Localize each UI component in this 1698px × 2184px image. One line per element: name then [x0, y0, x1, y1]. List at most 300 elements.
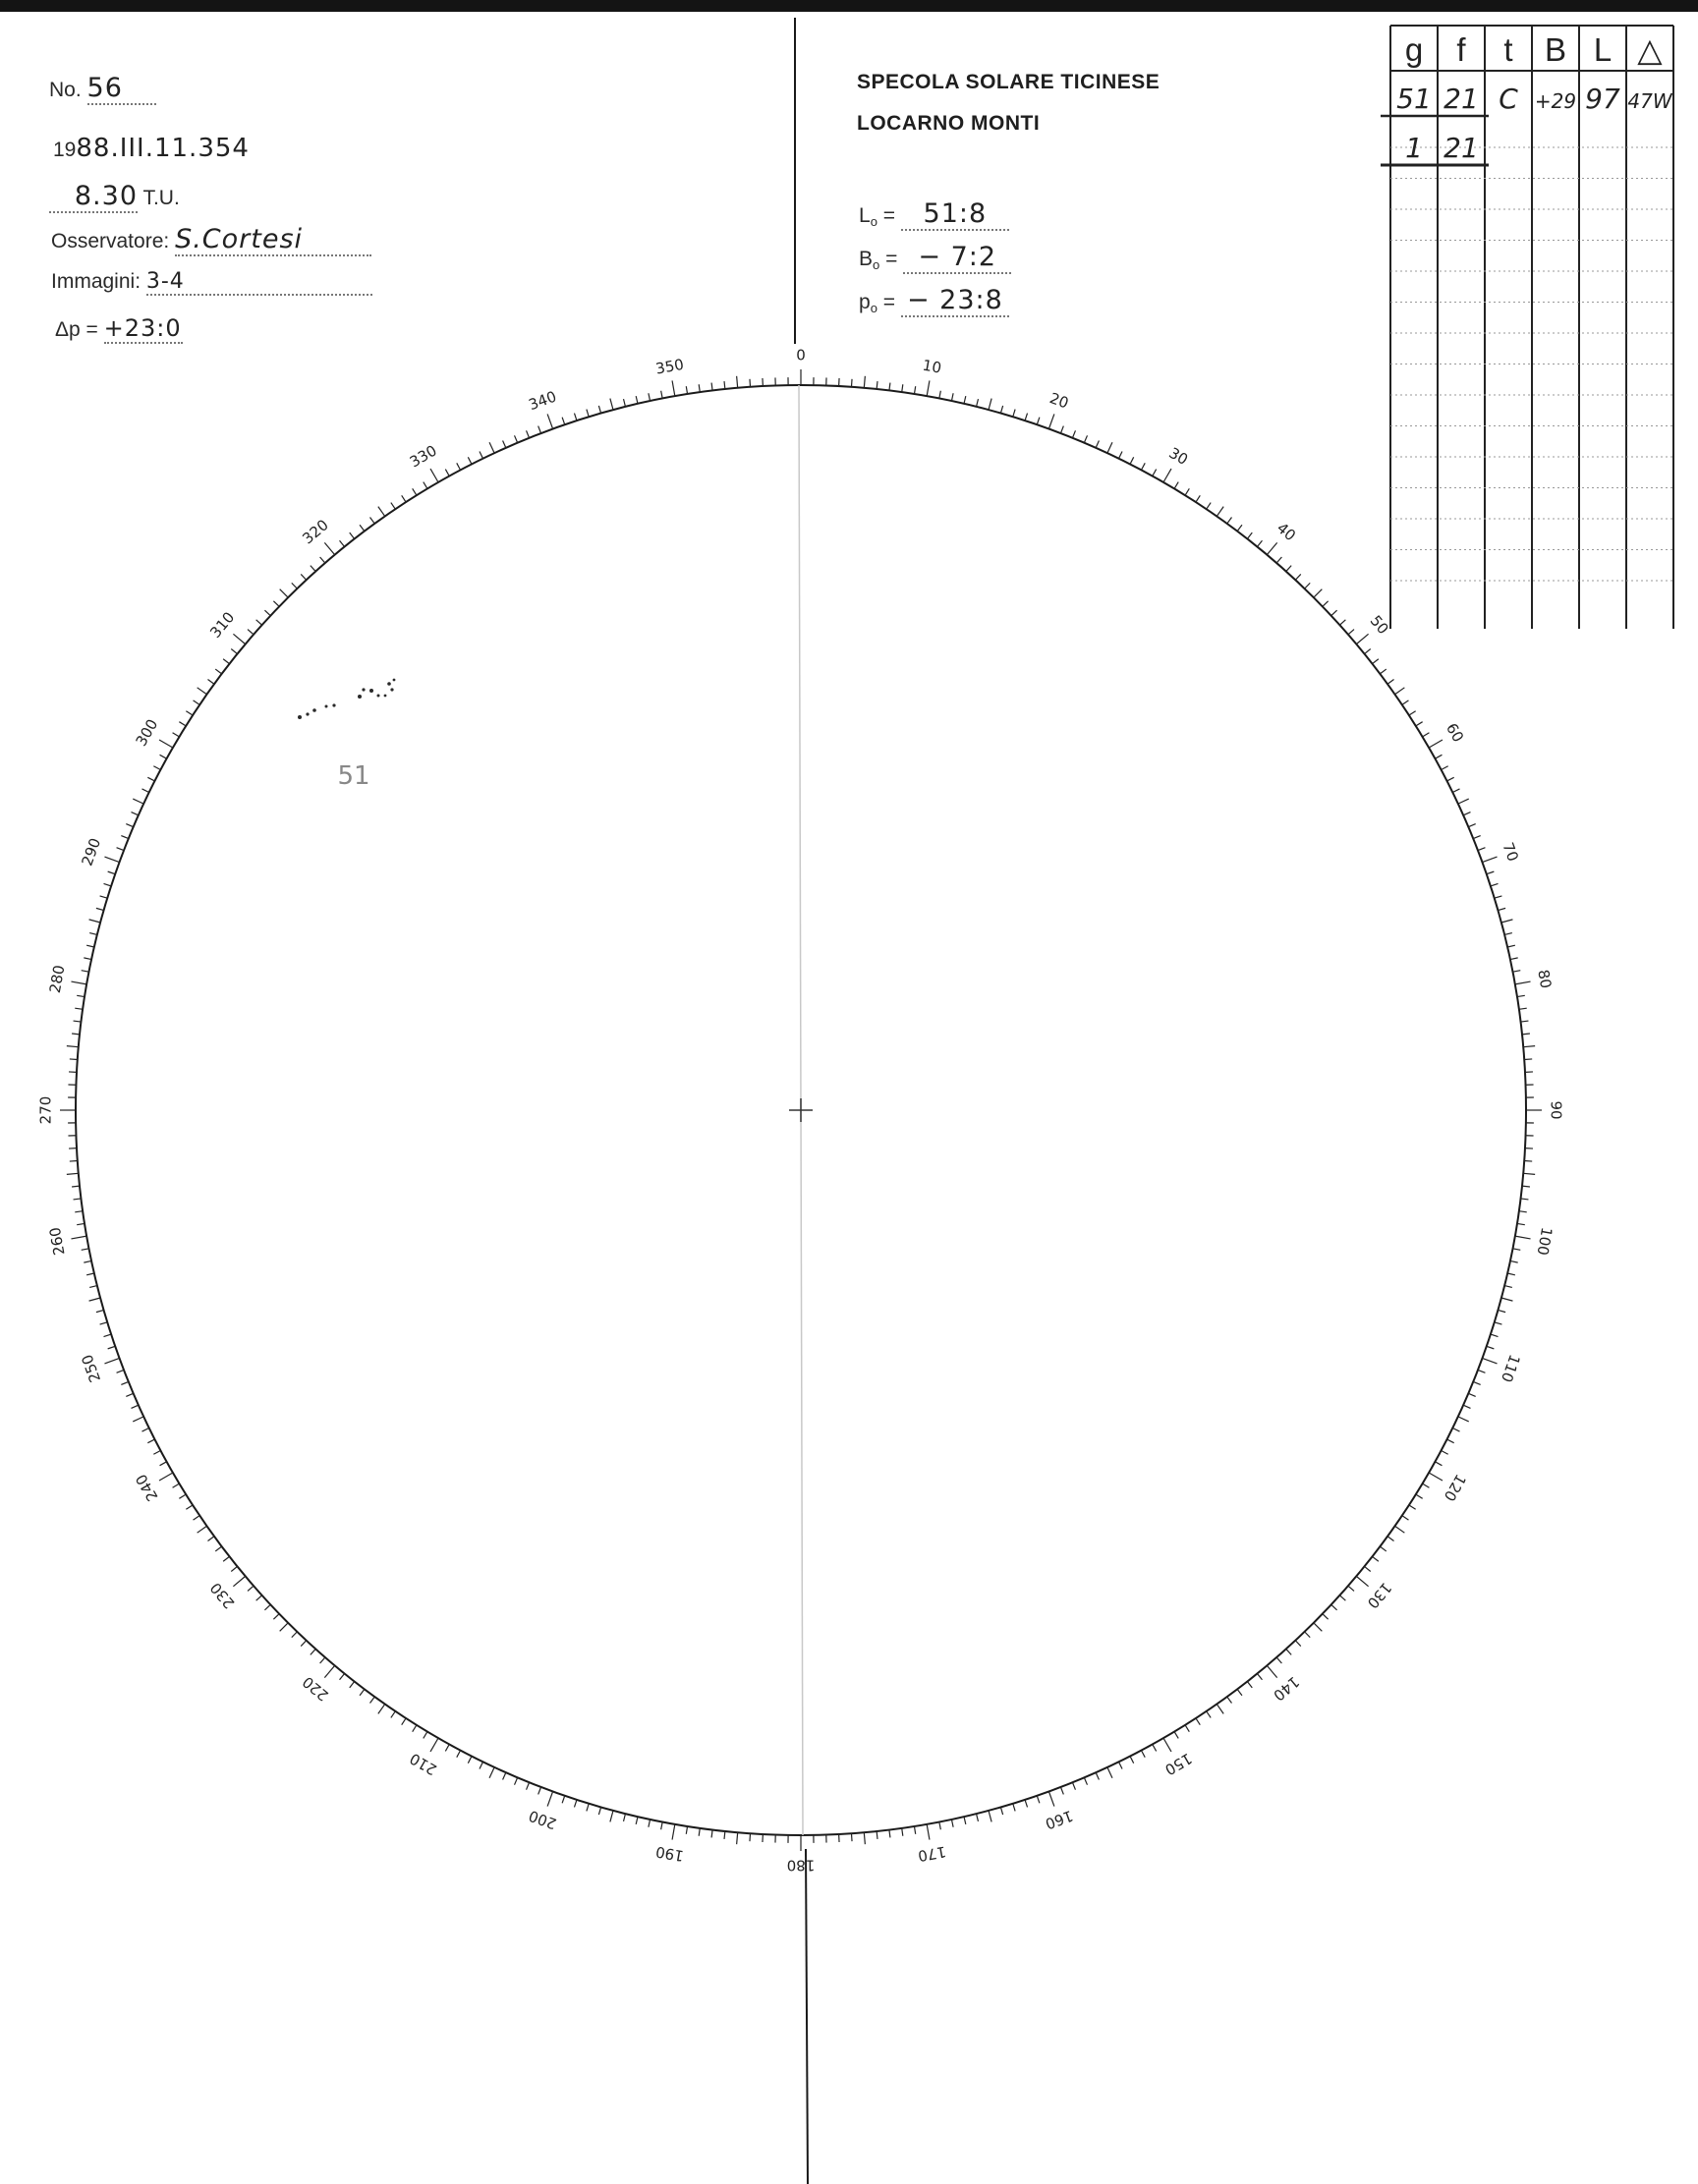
dial-tick	[686, 1826, 687, 1834]
dial-tick	[1452, 1428, 1459, 1432]
dial-tick	[457, 1751, 461, 1758]
dial-tick	[1365, 1566, 1371, 1571]
dial-tick	[159, 1473, 173, 1481]
dial-tick	[1478, 848, 1485, 851]
dial-tick	[84, 958, 91, 960]
B0-subscript: o	[873, 257, 880, 272]
dial-label: 100	[1533, 1225, 1556, 1258]
dial-tick	[598, 1807, 600, 1815]
dial-tick	[350, 1682, 355, 1688]
dial-tick	[1072, 430, 1075, 437]
bottom-axis-line	[806, 1849, 808, 2184]
sunspot	[384, 695, 387, 698]
dial-label: 80	[1534, 968, 1556, 990]
dial-tick	[231, 649, 237, 654]
dial-label: 40	[1273, 519, 1300, 545]
dial-tick	[951, 393, 953, 401]
dial-tick	[1442, 1450, 1448, 1454]
dial-tick	[661, 391, 663, 399]
sunspot	[358, 695, 362, 699]
dial-tick	[515, 1777, 518, 1784]
table-header-0: g	[1404, 31, 1424, 68]
dial-label: 280	[45, 963, 69, 995]
dial-tick	[133, 1417, 143, 1422]
dial-label: 70	[1499, 840, 1522, 865]
dial-tick	[1119, 1762, 1123, 1768]
images-field	[51, 269, 372, 296]
dial-label: 150	[1161, 1749, 1196, 1779]
sunspot	[377, 695, 380, 698]
dial-tick	[977, 399, 979, 407]
dial-tick	[292, 583, 298, 588]
dial-tick	[1207, 503, 1211, 510]
dial-tick	[1423, 1484, 1430, 1487]
dial-tick	[301, 574, 306, 580]
observatory-name: SPECOLA SOLARE TICINESE	[857, 71, 1160, 93]
dial-tick	[1141, 1751, 1145, 1758]
dial-tick	[538, 1787, 541, 1794]
dial-tick	[67, 1046, 79, 1047]
dial-tick	[1257, 1674, 1262, 1680]
dial-tick	[1048, 414, 1053, 428]
sunspot	[325, 705, 328, 708]
dial-tick	[186, 1505, 193, 1509]
dial-tick	[1227, 517, 1232, 523]
dial-tick	[340, 1674, 345, 1680]
dial-label: 140	[1270, 1672, 1303, 1705]
dial-label: 290	[78, 835, 105, 868]
dial-tick	[1286, 566, 1291, 572]
dial-tick	[1512, 1249, 1520, 1251]
dial-tick	[1130, 457, 1134, 464]
dial-tick	[324, 1665, 334, 1677]
dial-tick	[851, 1833, 852, 1841]
dial-tick	[1429, 740, 1443, 748]
dial-tick	[1478, 1370, 1485, 1372]
B0-field	[859, 242, 1011, 274]
dial-tick	[320, 557, 325, 563]
table-cell: 51	[1396, 83, 1432, 115]
dial-tick	[1468, 1393, 1475, 1396]
dial-tick	[126, 1393, 133, 1396]
p0-value: − 23:8	[901, 285, 1009, 317]
dial-tick	[1305, 583, 1311, 588]
dial-tick	[233, 634, 245, 644]
dial-tick	[672, 380, 675, 396]
dial-tick	[96, 908, 104, 910]
images-value: 3-4	[146, 269, 372, 296]
dial-label: 90	[1547, 1100, 1565, 1120]
dial-tick	[1339, 620, 1345, 625]
sunspot	[298, 715, 302, 719]
dial-tick	[292, 1632, 298, 1638]
dial-tick	[1416, 1494, 1423, 1498]
dial-tick	[1153, 470, 1157, 476]
dial-tick	[750, 379, 751, 387]
date-value: 88.III.11.354	[76, 134, 250, 163]
dial-label: 10	[921, 356, 943, 377]
dial-tick	[424, 482, 427, 489]
dial-tick	[649, 1820, 651, 1827]
dial-tick	[75, 1008, 83, 1009]
dial-tick	[179, 722, 186, 726]
dial-tick	[186, 711, 193, 715]
dial-tick	[1207, 1711, 1211, 1718]
dial-tick	[851, 379, 852, 387]
dial-tick	[1447, 1439, 1454, 1443]
dial-tick	[370, 517, 375, 523]
dial-tick	[939, 1821, 941, 1829]
dial-tick	[1395, 1526, 1405, 1533]
dial-tick	[964, 1817, 966, 1824]
dial-tick	[402, 1718, 406, 1725]
dial-tick	[89, 933, 97, 935]
dial-tick	[1060, 426, 1063, 433]
dial-tick	[1495, 896, 1502, 898]
dial-tick	[1314, 589, 1322, 597]
dial-tick	[311, 566, 315, 572]
dial-label: 170	[916, 1842, 948, 1866]
dial-tick	[1096, 1772, 1099, 1779]
dial-tick	[1174, 482, 1178, 489]
dial-tick	[1348, 630, 1354, 635]
dial-tick	[1512, 971, 1520, 973]
dial-tick	[1507, 1273, 1515, 1275]
dial-tick	[468, 1757, 472, 1764]
dial-tick	[1119, 451, 1123, 458]
dial-tick	[1520, 1199, 1528, 1200]
dial-tick	[1323, 1614, 1329, 1620]
dial-tick	[1380, 1546, 1386, 1551]
sunspot	[306, 712, 309, 715]
dial-tick	[989, 399, 991, 411]
dial-tick	[1217, 507, 1223, 517]
dial-tick	[927, 1824, 930, 1840]
scan-top-border	[0, 0, 1698, 12]
table-header-5: △	[1637, 31, 1663, 68]
dial-tick	[1013, 1804, 1015, 1812]
dial-tick	[424, 1732, 427, 1739]
dial-tick	[1395, 688, 1405, 695]
dial-tick	[964, 396, 966, 404]
table-header-1: f	[1456, 31, 1466, 68]
dial-tick	[1520, 1021, 1528, 1022]
dial-label: 240	[132, 1471, 162, 1505]
dial-tick	[74, 1199, 82, 1200]
dial-tick	[480, 451, 483, 458]
dial-tick	[1037, 1796, 1040, 1804]
dial-tick	[1339, 1596, 1345, 1600]
dial-tick	[280, 589, 288, 597]
dial-tick	[1409, 1505, 1416, 1509]
dial-tick	[74, 1021, 82, 1022]
dial-tick	[350, 532, 355, 538]
table-cell: 1	[1405, 132, 1423, 164]
dial-tick	[610, 399, 613, 411]
dial-tick	[1416, 722, 1423, 726]
dial-tick	[711, 1829, 712, 1837]
dial-tick	[360, 1689, 365, 1695]
p0-equals: =	[882, 291, 896, 313]
dial-tick	[1498, 1310, 1505, 1312]
dial-tick	[1037, 418, 1040, 425]
dial-tick	[515, 435, 518, 442]
dial-tick	[587, 410, 589, 418]
group-label: 51	[337, 761, 370, 791]
dial-tick	[1323, 601, 1329, 607]
dial-tick	[1524, 1059, 1532, 1060]
dial-tick	[445, 1744, 449, 1751]
dial-tick	[1387, 680, 1393, 685]
dial-label: 340	[526, 387, 559, 415]
dial-tick	[89, 1286, 97, 1288]
dial-tick	[1295, 574, 1300, 580]
dial-tick	[194, 700, 200, 704]
dial-tick	[547, 414, 552, 428]
dial-tick	[82, 1249, 89, 1251]
dial-tick	[179, 1494, 186, 1498]
dial-tick	[1084, 435, 1087, 442]
dial-tick	[96, 1310, 104, 1312]
dial-tick	[1452, 789, 1459, 793]
dial-tick	[100, 896, 108, 898]
dial-tick	[70, 1059, 78, 1060]
table-header-4: L	[1593, 31, 1613, 68]
dial-tick	[1130, 1757, 1134, 1764]
dial-tick	[1463, 812, 1470, 815]
dial-tick	[1380, 669, 1386, 674]
dial-tick	[562, 1796, 565, 1804]
dial-tick	[1107, 442, 1112, 453]
dial-tick	[1491, 883, 1499, 885]
dial-tick	[1084, 1777, 1087, 1784]
B0-value: − 7:2	[903, 242, 1011, 274]
dial-tick	[1174, 1732, 1178, 1739]
dial-tick	[1387, 1537, 1393, 1541]
dial-tick	[750, 1833, 751, 1841]
sunspot	[387, 682, 391, 686]
observer-field	[51, 224, 371, 256]
dial-tick	[711, 383, 712, 391]
dial-tick	[1402, 1516, 1409, 1520]
dial-tick	[1227, 1697, 1232, 1703]
solar-disk-chart	[0, 334, 1698, 2184]
dial-tick	[927, 380, 930, 396]
dial-tick	[1096, 440, 1099, 447]
L0-field	[859, 198, 1009, 231]
dial-tick	[1153, 1744, 1157, 1751]
dial-tick	[1373, 1556, 1379, 1561]
dial-tick	[340, 540, 345, 546]
dial-tick	[153, 1450, 160, 1454]
dial-tick	[198, 1526, 207, 1533]
dial-tick	[649, 393, 651, 401]
dial-tick	[1510, 958, 1518, 960]
dial-tick	[989, 1811, 991, 1822]
dial-tick	[71, 981, 86, 984]
dial-tick	[430, 1738, 438, 1752]
dial-tick	[1141, 463, 1145, 470]
dial-tick	[72, 1034, 80, 1035]
dial-tick	[1025, 414, 1027, 421]
dial-tick	[121, 836, 128, 839]
dial-tick	[108, 871, 116, 874]
dial-tick	[126, 824, 133, 827]
dial-tick	[686, 386, 687, 394]
dial-tick	[1504, 1286, 1512, 1288]
observer-value: S.Cortesi	[175, 224, 371, 256]
L0-equals: =	[882, 204, 896, 227]
dial-tick	[1458, 799, 1469, 804]
delta-p-label: Δp =	[55, 318, 98, 341]
dial-tick	[248, 630, 254, 635]
dial-tick	[273, 1614, 279, 1620]
table-header-2: t	[1503, 31, 1513, 68]
dial-label: 50	[1366, 611, 1392, 639]
dial-tick	[70, 1160, 78, 1161]
dial-label: 210	[406, 1749, 440, 1779]
dial-tick	[1196, 495, 1200, 502]
dial-tick	[1163, 1738, 1171, 1752]
dial-tick	[902, 1828, 903, 1836]
dial-tick	[402, 495, 406, 502]
dial-tick	[207, 1537, 213, 1541]
dial-tick	[1000, 406, 1002, 414]
dial-tick	[1276, 557, 1281, 563]
dial-label: 0	[796, 346, 806, 364]
sunspot	[362, 688, 365, 691]
dial-tick	[147, 1439, 154, 1443]
dial-tick	[724, 381, 725, 389]
dial-tick	[1463, 1405, 1470, 1408]
dial-tick	[1487, 871, 1495, 874]
dial-tick	[207, 680, 213, 685]
dial-tick	[215, 1546, 221, 1551]
dial-tick	[1107, 1767, 1112, 1778]
dial-tick	[1185, 1725, 1189, 1732]
dial-label: 270	[36, 1095, 55, 1125]
dial-label: 220	[299, 1672, 332, 1705]
dial-tick	[1442, 766, 1448, 770]
dial-label: 320	[299, 516, 332, 548]
dial-tick	[89, 1298, 101, 1301]
dial-tick	[378, 1705, 385, 1714]
dial-tick	[1524, 1160, 1532, 1161]
dial-tick	[121, 1381, 128, 1384]
table-cell: 21	[1443, 132, 1479, 164]
dial-tick	[320, 1657, 325, 1663]
table-cell: 47W	[1627, 89, 1672, 113]
dial-tick	[1356, 634, 1368, 644]
dial-tick	[864, 376, 865, 388]
dial-tick	[1447, 777, 1454, 781]
dial-tick	[1491, 1334, 1499, 1336]
dial-tick	[480, 1762, 483, 1768]
dial-tick	[914, 1826, 915, 1834]
dial-tick	[737, 1832, 738, 1844]
dial-label: 350	[653, 355, 686, 378]
dial-tick	[71, 1236, 86, 1239]
dial-tick	[264, 610, 270, 615]
images-label: Immagini:	[51, 270, 142, 293]
dial-tick	[430, 469, 438, 482]
dial-tick	[1331, 1604, 1337, 1609]
dial-tick	[82, 971, 89, 973]
dial-tick	[636, 1817, 638, 1824]
dial-label: 250	[78, 1352, 105, 1385]
dial-tick	[147, 777, 154, 781]
dial-tick	[1517, 995, 1525, 996]
dial-tick	[160, 1462, 167, 1466]
dial-tick	[256, 1596, 262, 1600]
dial-tick	[104, 857, 119, 862]
dial-tick	[610, 1811, 613, 1822]
time-unit: T.U.	[142, 187, 180, 209]
dial-tick	[1196, 1718, 1200, 1725]
dial-tick	[86, 945, 94, 947]
dial-label: 260	[45, 1225, 69, 1258]
dial-tick	[1487, 1346, 1495, 1349]
dial-tick	[117, 1370, 124, 1372]
table-cell: +29	[1534, 89, 1577, 113]
dial-tick	[914, 386, 915, 394]
dial-tick	[1435, 755, 1442, 758]
dial-label: 230	[206, 1579, 239, 1612]
dial-tick	[724, 1831, 725, 1839]
dial-tick	[503, 1772, 506, 1779]
dial-tick	[1435, 1462, 1442, 1466]
delta-p-value: +23:0	[103, 314, 182, 342]
dial-tick	[574, 414, 576, 421]
L0-value: 51:8	[901, 198, 1009, 231]
dial-tick	[160, 755, 167, 758]
dial-tick	[360, 525, 365, 531]
dial-tick	[562, 418, 565, 425]
dial-tick	[1495, 1322, 1502, 1324]
dial-tick	[445, 470, 449, 476]
dial-tick	[527, 430, 530, 437]
dial-tick	[173, 1484, 180, 1487]
dial-tick	[1402, 700, 1409, 704]
dial-tick	[1473, 1381, 1480, 1384]
sunspot	[332, 703, 335, 706]
dial-tick	[1501, 1298, 1513, 1301]
dial-tick	[489, 1767, 494, 1778]
dial-tick	[574, 1800, 576, 1808]
sunspot	[393, 679, 396, 682]
dial-tick	[131, 812, 138, 815]
dial-label: 110	[1497, 1352, 1524, 1385]
number-field	[49, 73, 156, 105]
dial-tick	[75, 1211, 83, 1212]
dial-tick	[1468, 824, 1475, 827]
dial-tick	[889, 383, 890, 391]
dial-tick	[699, 384, 700, 392]
dial-tick	[1423, 733, 1430, 737]
p0-field	[859, 285, 1009, 317]
dial-tick	[100, 1322, 108, 1324]
dial-label: 20	[1047, 389, 1071, 413]
number-value: 56	[87, 73, 156, 105]
dial-tick	[1237, 525, 1242, 531]
time-value: 8.30	[49, 181, 138, 213]
p0-label: p	[859, 291, 871, 313]
dial-tick	[256, 620, 262, 625]
dial-tick	[324, 542, 334, 554]
dial-tick	[142, 1428, 148, 1432]
dial-tick	[1060, 1787, 1063, 1794]
dial-tick	[1185, 488, 1189, 495]
